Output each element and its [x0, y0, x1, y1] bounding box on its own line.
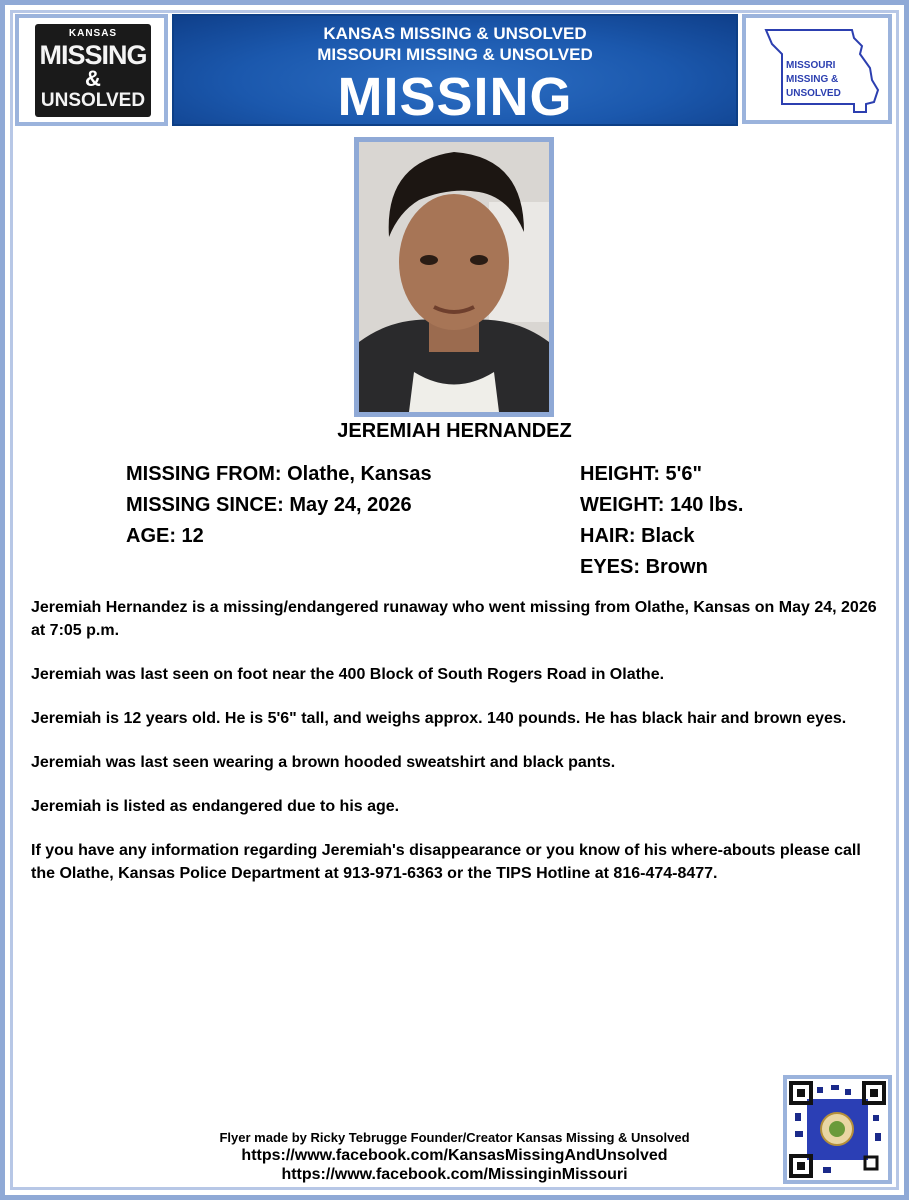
weight: WEIGHT: 140 lbs. — [580, 494, 744, 516]
logo-missing-text: MISSING & — [786, 74, 839, 85]
person-name: JEREMIAH HERNANDEZ — [337, 420, 572, 442]
missouri-missing-unsolved-logo — [742, 14, 892, 124]
banner-title: MISSING — [337, 67, 573, 127]
flyer-credit: Flyer made by Ricky Tebrugge Founder/Creator Kansas Missing & Unsolved — [219, 1130, 690, 1145]
paragraph-intro: Jeremiah Hernandez is a missing/endangered runaway who went missing from Olathe, Kansas on May 24, 2026 at 7:05 p.m. — [31, 599, 877, 639]
facebook-link-kansas[interactable]: https://www.facebook.com/KansasMissingAndUnsolved — [241, 1147, 668, 1164]
eyes: EYES: Brown — [580, 556, 708, 578]
facebook-link-missouri[interactable]: https://www.facebook.com/MissinginMissouri — [281, 1166, 628, 1183]
logo-kansas-text: KANSAS — [68, 28, 118, 39]
height: HEIGHT: 5'6" — [580, 463, 703, 485]
facts-right-column — [580, 459, 743, 583]
missing-since: MISSING SINCE: May 24, 2026 — [126, 494, 412, 516]
paragraph-description: Jeremiah is 12 years old. He is 5'6" tall, and weighs approx. 140 pounds. He has black hair and brown eyes. — [31, 710, 847, 727]
missing-banner — [172, 14, 738, 126]
age: AGE: 12 — [126, 525, 204, 547]
paragraph-endangered: Jeremiah is listed as endangered due to his age. — [31, 798, 400, 815]
portrait-image — [359, 142, 549, 412]
logo-ampersand: & — [85, 66, 101, 91]
facts-left-column — [126, 459, 432, 552]
missing-person-photo — [354, 137, 554, 417]
qr-code[interactable] — [783, 1075, 892, 1184]
paragraph-last-seen: Jeremiah was last seen on foot near the 400 Block of South Rogers Road in Olathe. — [31, 666, 665, 683]
logo-missouri-text: MISSOURI — [786, 60, 836, 71]
description-body — [31, 596, 881, 906]
missing-from: MISSING FROM: Olathe, Kansas — [126, 463, 432, 485]
logo-unsolved-text: UNSOLVED — [40, 90, 146, 111]
logo-plate — [35, 24, 151, 117]
missouri-map-icon — [754, 24, 884, 118]
banner-line-missouri: MISSOURI MISSING & UNSOLVED — [317, 45, 593, 64]
logo-unsolved-text: UNSOLVED — [786, 88, 841, 99]
paragraph-contact: If you have any information regarding Jeremiah's disappearance or you know of his where-abouts please call the Olathe, Kansas Police Department at 913-971-6363 or the TIPS Hotline at 816-474-8477. — [31, 842, 861, 882]
qr-code-icon — [787, 1079, 888, 1180]
footer — [0, 1130, 909, 1184]
paragraph-clothing: Jeremiah was last seen wearing a brown hooded sweatshirt and black pants. — [31, 754, 616, 771]
banner-line-kansas: KANSAS MISSING & UNSOLVED — [323, 24, 587, 43]
hair: HAIR: Black — [580, 525, 695, 547]
logo-missing-text: MISSING — [39, 40, 147, 70]
kansas-missing-unsolved-logo — [15, 14, 168, 126]
